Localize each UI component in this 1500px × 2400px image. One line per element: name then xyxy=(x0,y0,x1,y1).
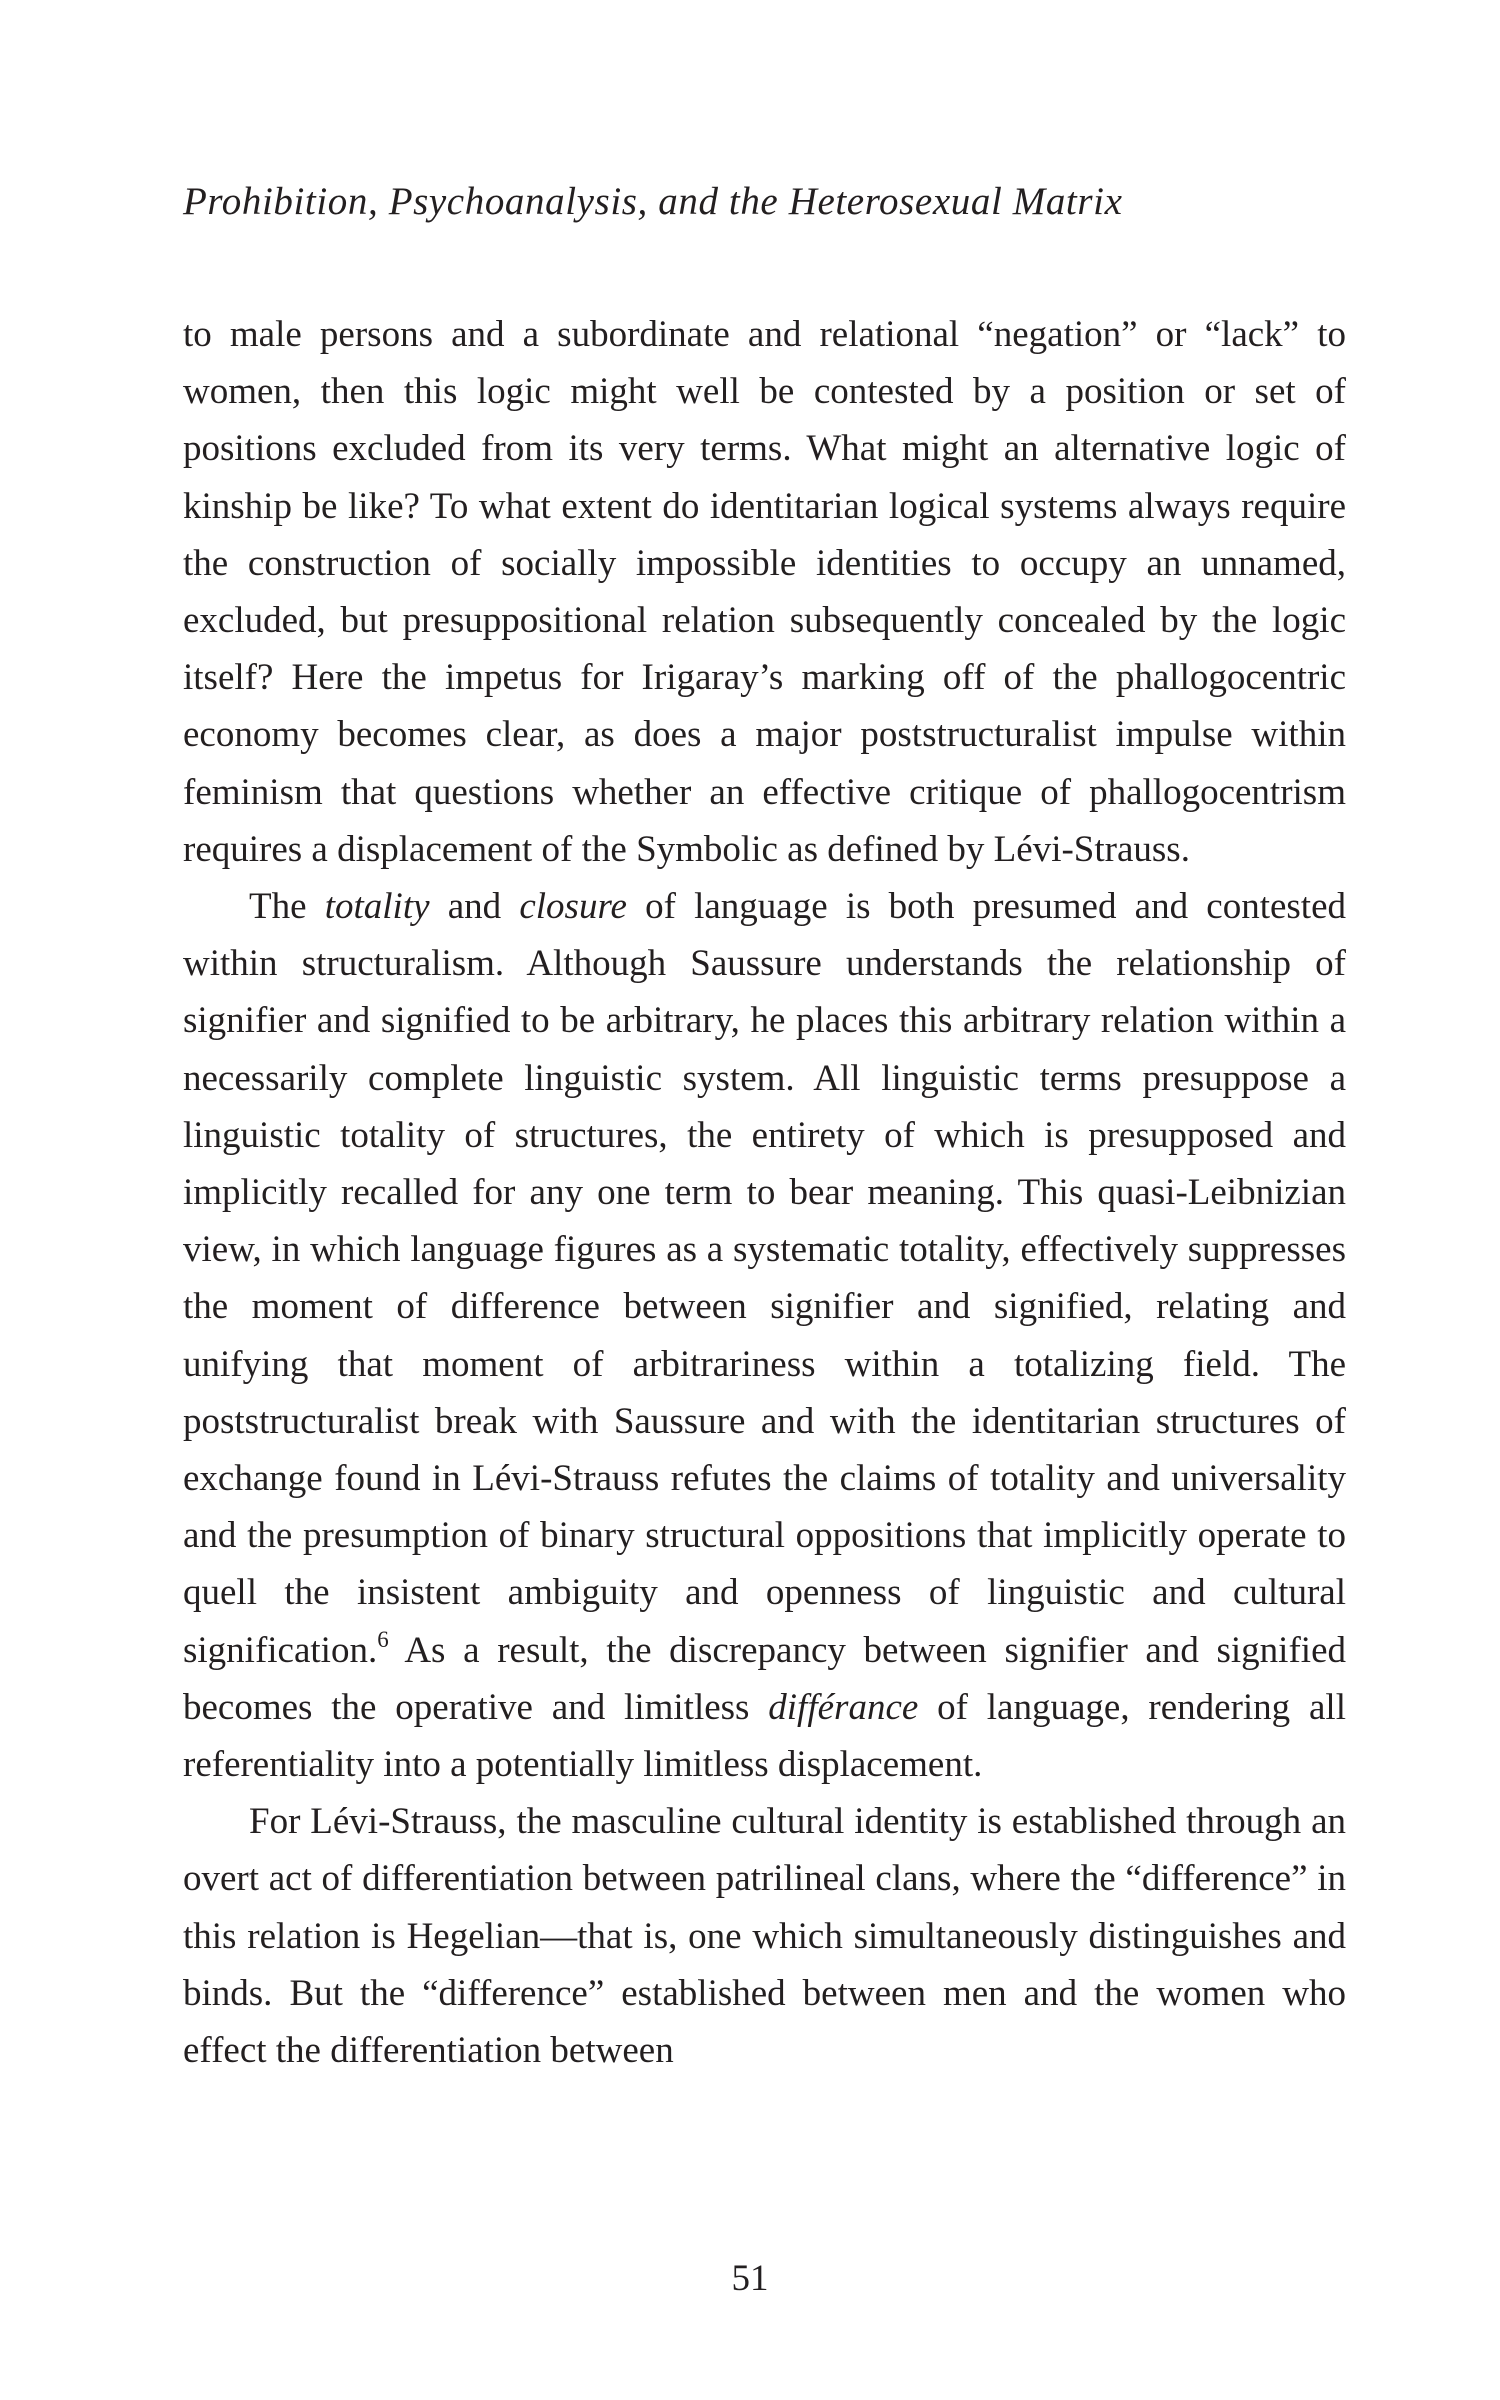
text-run: of language, rendering all referentiality into a potentially limitless displacement. xyxy=(183,1686,1346,1786)
running-head: Prohibition, Psychoanalysis, and the Heterosexual Matrix xyxy=(183,180,1123,223)
text-run: to male persons and a subordinate and relational “negation” or “lack” to women, then this logic might well be contested by a position or set of positions excluded from its very terms. What might an alternative logic of kinship be like? To what extent do identitarian logical systems always require the construction of socially impossible identities to occupy an unnamed, excluded, but presuppositional relation subsequently concealed by the logic itself? Here the impetus for Irigaray’s marking off of the phallogocentric economy becomes clear, as does a major poststructuralist impulse within feminism that questions whether an effective critique of phallogocentrism requires a displacement of the Symbolic as defined by Lévi-Strauss. xyxy=(183,314,1346,870)
footnote-marker: 6 xyxy=(377,1626,389,1652)
text-run: The xyxy=(249,886,325,928)
italic-term: closure xyxy=(519,886,627,928)
text-run: of language is both presumed and contested within structuralism. Although Saussure understands the relationship of signifier and signified to be arbitrary, he places this arbitrary relation within a necessarily complete linguistic system. All linguistic terms presuppose a linguistic totality of structures, the entirety of which is presupposed and implicitly recalled for any one term to bear meaning. This quasi-Leibnizian view, in which language figures as a systematic totality, effectively suppresses the moment of difference between signifier and signified, relating and unifying that moment of arbitrariness within a totalizing field. The poststructuralist break with Saussure and with the identitarian structures of exchange found in Lévi-Strauss refutes the claims of totality and universality and the presumption of binary structural oppositions that implicitly operate to quell the insistent ambiguity and openness of linguistic and cultural signification. xyxy=(183,886,1346,1671)
italic-term: totality xyxy=(324,886,430,928)
page-number: 51 xyxy=(731,2258,769,2299)
text-run: As a result, the discrepancy between signifier and signified becomes the operative and limitless xyxy=(183,1629,1346,1728)
text-run: and xyxy=(429,886,520,928)
text-run: For Lévi-Strauss, the masculine cultural identity is established through an overt act of differentiation between patrilineal clans, where the “difference” in this relation is Hegelian—that is, one which simultaneously distinguishes and binds. But the “difference” established between men and the women who effect the differentiation between xyxy=(183,1801,1346,2072)
body-text xyxy=(183,306,1346,2079)
paragraph xyxy=(183,1793,1346,2079)
paragraph xyxy=(183,878,1346,1793)
paragraph xyxy=(183,306,1346,878)
italic-term: différance xyxy=(768,1686,919,1728)
